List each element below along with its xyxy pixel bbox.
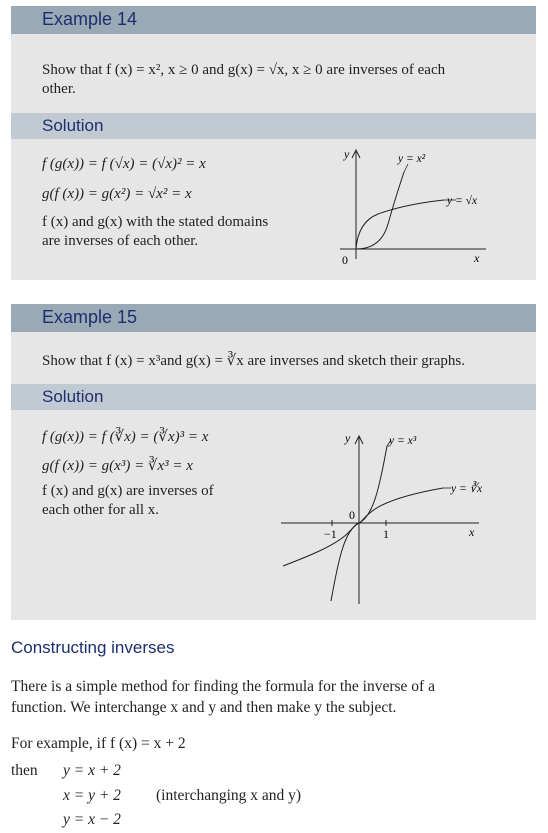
example-14-question-line2: other. [42,81,76,97]
curve-x-squared [356,172,404,249]
example-14-solution-heading: Solution [42,116,104,135]
working-line3: y = x − 2 [63,811,121,828]
example-14-box [11,6,536,280]
example-14-header [11,6,536,34]
section-paragraph-line2: function. We interchange x and y and then make y the subject. [11,699,397,716]
example-15-conclusion [42,482,214,520]
example-14-conclusion [42,213,268,251]
y-axis-label: y [344,147,350,161]
working-line1: y = x + 2 [63,762,121,779]
curve-sqrt-x [356,200,444,249]
example-15-conclusion-line1: f (x) and g(x) are inverses of [42,483,214,499]
example-14-step1: f (g(x)) = f (√x) = (√x)² = x [42,156,206,172]
working-line2-note: (interchanging x and y) [156,787,302,804]
x-axis-label: x [469,525,475,539]
curve2-label: y = ∛x [451,483,483,495]
example-15-conclusion-line2: each other for all x. [42,502,160,518]
example-15-solution-bar [11,384,536,410]
example-15-header [11,304,536,332]
example-14-conclusion-line2: are inverses of each other. [42,233,199,249]
example-15-graph [279,426,499,606]
example-14-question [42,61,445,99]
tick-pos-label: 1 [383,527,389,541]
y-axis-label: y [345,431,351,445]
tick-neg-label: −1 [324,527,337,541]
x-axis-label: x [474,251,480,265]
example-15-step1: f (g(x)) = f (∛x) = (∛x)³ = x [42,429,209,445]
curve1-leader [404,164,408,172]
curve1-label: y = x³ [389,435,417,447]
curve2-label: y = √x [447,195,478,207]
example-15-box [11,304,536,620]
example-14-graph [326,144,506,274]
example-intro: For example, if f (x) = x + 2 [11,735,186,752]
example-15-solution-heading: Solution [42,387,104,406]
example-15-step2: g(f (x)) = g(x³) = ∛x³ = x [42,458,193,474]
example-14-conclusion-line1: f (x) and g(x) with the stated domains [42,214,269,230]
origin-label: 0 [349,508,355,522]
example-14-heading: Example 14 [42,9,138,29]
section-title: Constructing inverses [11,638,175,657]
origin-label: 0 [342,253,348,267]
example-14-solution-bar [11,113,536,139]
curve1-label: y = x² [398,153,426,165]
section-paragraph [11,676,435,718]
example-15-heading: Example 15 [42,307,138,327]
working-line2: x = y + 2 [63,787,121,804]
section-paragraph-line1: There is a simple method for finding the formula for the inverse of a [11,678,435,695]
example-14-question-line1: Show that f (x) = x², x ≥ 0 and g(x) = √x, x ≥ 0 are inverses of each [42,62,446,78]
example-14-step2: g(f (x)) = g(x²) = √x² = x [42,186,192,202]
then-label: then [11,762,38,779]
example-15-question: Show that f (x) = x³and g(x) = ∛x are inverses and sketch their graphs. [42,353,465,369]
curve-cbrt-x [283,488,443,566]
